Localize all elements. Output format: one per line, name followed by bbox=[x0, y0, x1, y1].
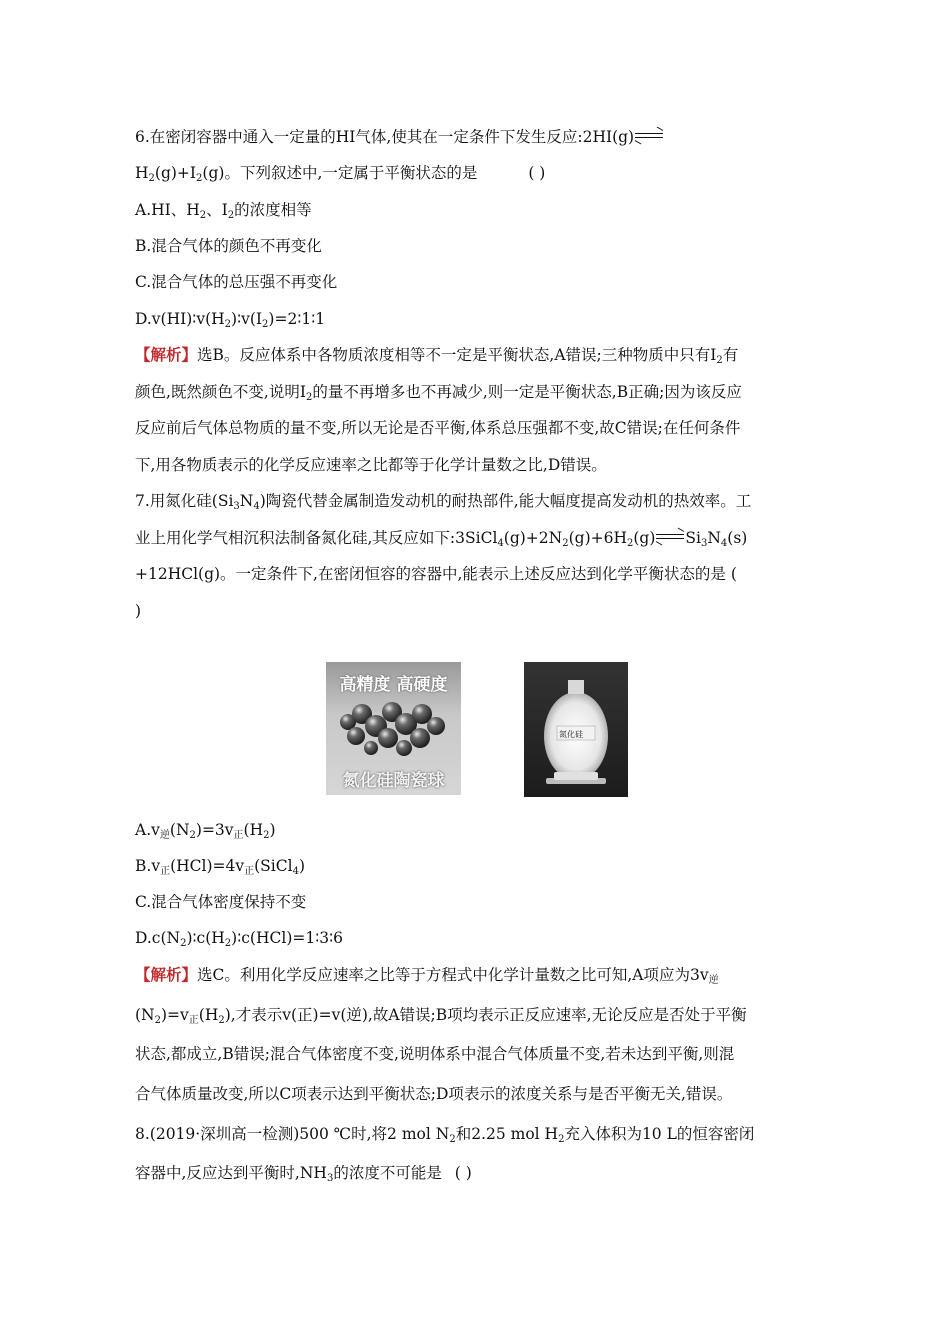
q6-stem-line2 bbox=[135, 163, 545, 183]
subscript: 4 bbox=[497, 538, 504, 549]
text: (g) bbox=[633, 529, 656, 547]
text: 的量不再增多也不再减少,则一定是平衡状态,B正确;因为该反应 bbox=[312, 383, 742, 401]
silicon-nitride-powder-image bbox=[524, 662, 628, 797]
subscript: 逆 bbox=[708, 975, 719, 986]
subscript: 2 bbox=[189, 830, 196, 841]
text: 6.在密闭容器中通入一定量的HI气体,使其在一定条件下发生反应:2HI(g) bbox=[135, 128, 635, 146]
text: (SiCl bbox=[254, 857, 293, 875]
subscript: 4 bbox=[292, 866, 299, 877]
q6-option-b: B.混合气体的颜色不再变化 bbox=[135, 237, 322, 255]
q7-option-a bbox=[135, 820, 276, 840]
text: (g)+I bbox=[154, 164, 197, 182]
answer-blank: ( ) bbox=[528, 164, 546, 182]
subscript: 2 bbox=[154, 1015, 161, 1026]
q7-option-b bbox=[135, 856, 305, 876]
subscript: 3 bbox=[700, 538, 708, 549]
subscript: 2 bbox=[716, 355, 723, 366]
subscript: 3 bbox=[326, 1173, 334, 1184]
text: H bbox=[135, 164, 149, 182]
text: N bbox=[707, 529, 721, 547]
text: (H bbox=[198, 1006, 219, 1024]
subscript: 2 bbox=[196, 173, 203, 184]
text: 的浓度不可能是 bbox=[333, 1164, 442, 1182]
equilibrium-arrow-icon bbox=[635, 131, 663, 141]
text: A.HI、H bbox=[135, 201, 200, 219]
subscript: 正 bbox=[160, 866, 171, 877]
text: 容器中,反应达到平衡时,NH bbox=[135, 1164, 327, 1182]
text: D.c(N bbox=[135, 929, 181, 947]
q7-option-d bbox=[135, 928, 343, 948]
text: (g)。下列叙述中,一定属于平衡状态的是 bbox=[202, 164, 478, 182]
q6-stem-line1 bbox=[135, 127, 664, 147]
image-caption-bottom: 氮化硅陶瓷球 bbox=[342, 771, 445, 791]
text: 充入体积为10 L的恒容密闭 bbox=[564, 1125, 755, 1143]
q7-explanation-line2 bbox=[135, 1005, 747, 1025]
text: )=2∶1∶1 bbox=[268, 310, 326, 328]
text: ),才表示v(正)=v(逆),故A错误;B项均表示正反应速率,无论反应是否处于平衡 bbox=[224, 1006, 747, 1024]
subscript: 4 bbox=[720, 538, 728, 549]
q6-explanation-line2 bbox=[135, 382, 742, 402]
text: (g)+6H bbox=[568, 529, 627, 547]
text: )∶v(I bbox=[231, 310, 263, 328]
q7-explanation-line3: 状态,都成立,B错误;混合气体密度不变,说明体系中混合气体质量不变,若未达到平衡,则混 bbox=[135, 1045, 735, 1063]
text: ) bbox=[269, 821, 276, 839]
q7-stem-line4: ) bbox=[135, 602, 142, 620]
q6-option-a bbox=[135, 200, 312, 220]
subscript: 2 bbox=[562, 538, 569, 549]
subscript: 正 bbox=[188, 1015, 199, 1026]
q7-stem-line1 bbox=[135, 491, 751, 511]
subscript: 2 bbox=[305, 392, 313, 403]
text: 选C。利用化学反应速率之比等于方程式中化学计量数之比可知,A项应为3v bbox=[197, 966, 709, 984]
equilibrium-arrow-icon bbox=[656, 532, 684, 542]
text: )∶c(H bbox=[186, 929, 225, 947]
subscript: 2 bbox=[180, 938, 187, 949]
text: (s) bbox=[727, 529, 748, 547]
text: (N bbox=[169, 821, 190, 839]
subscript: 2 bbox=[227, 210, 235, 221]
text: )=v bbox=[161, 1006, 189, 1024]
text: (H bbox=[243, 821, 264, 839]
image-caption-top: 高精度 高硬度 bbox=[339, 675, 448, 695]
text: N bbox=[239, 492, 254, 510]
q6-explanation-line1 bbox=[135, 345, 738, 365]
q8-stem-line1 bbox=[135, 1124, 754, 1144]
subscript: 3 bbox=[233, 501, 240, 512]
q8-stem-line2 bbox=[135, 1163, 472, 1183]
text: )∶c(HCl)=1∶3∶6 bbox=[231, 929, 344, 947]
text: 8.(2019·深圳高一检测)500 ℃时,将2 mol N bbox=[135, 1125, 450, 1143]
subscript: 2 bbox=[218, 1015, 225, 1026]
q6-explanation-line4: 下,用各物质表示的化学反应速率之比都等于化学计量数之比,D错误。 bbox=[135, 456, 607, 474]
text: B.v bbox=[135, 857, 161, 875]
text: 有 bbox=[722, 346, 739, 364]
text: 颜色,既然颜色不变,说明I bbox=[135, 383, 306, 401]
explanation-tag: 【解析】 bbox=[135, 965, 198, 984]
q7-explanation-line1 bbox=[135, 965, 719, 985]
subscript: 4 bbox=[253, 501, 260, 512]
text: (HCl)=4v bbox=[170, 857, 245, 875]
text: 的浓度相等 bbox=[234, 201, 312, 219]
q7-stem-line2 bbox=[135, 528, 747, 548]
subscript: 2 bbox=[148, 173, 155, 184]
q7-option-c: C.混合气体密度保持不变 bbox=[135, 893, 307, 911]
subscript: 正 bbox=[233, 830, 244, 841]
text: 、I bbox=[206, 201, 228, 219]
text: D.v(HI)∶v(H bbox=[135, 310, 225, 328]
subscript: 2 bbox=[224, 319, 232, 330]
subscript: 2 bbox=[262, 319, 269, 330]
text: A.v bbox=[135, 821, 160, 839]
subscript: 2 bbox=[449, 1134, 456, 1145]
text: 业上用化学气相沉积法制备氮化硅,其反应如下:3SiCl bbox=[135, 529, 498, 547]
subscript: 2 bbox=[558, 1134, 565, 1145]
text: (g)+2N bbox=[503, 529, 563, 547]
text: ) bbox=[298, 857, 306, 875]
text: 7.用氮化硅(Si bbox=[135, 492, 234, 510]
subscript: 2 bbox=[263, 830, 270, 841]
text: Si bbox=[685, 529, 701, 547]
subscript: 2 bbox=[626, 538, 634, 549]
text: )=3v bbox=[195, 821, 234, 839]
explanation-tag: 【解析】 bbox=[135, 345, 198, 364]
q7-stem-line3: +12HCl(g)。一定条件下,在密闭恒容的容器中,能表示上述反应达到化学平衡状态的是 ( bbox=[135, 565, 737, 583]
q6-option-d bbox=[135, 309, 325, 329]
text: 选B。反应体系中各物质浓度相等不一定是平衡状态,A错误;三种物质中只有I bbox=[197, 346, 717, 364]
subscript: 逆 bbox=[159, 830, 170, 841]
subscript: 2 bbox=[224, 938, 232, 949]
subscript: 2 bbox=[199, 210, 207, 221]
text: (N bbox=[135, 1006, 155, 1024]
silicon-nitride-balls-image bbox=[326, 662, 461, 795]
answer-blank: ( ) bbox=[454, 1164, 472, 1182]
q7-explanation-line4: 合气体质量改变,所以C项表示达到平衡状态;D项表示的浓度关系与是否平衡无关,错误。 bbox=[135, 1085, 733, 1103]
q6-option-c: C.混合气体的总压强不再变化 bbox=[135, 273, 338, 291]
subscript: 正 bbox=[244, 866, 255, 877]
text: 和2.25 mol H bbox=[455, 1125, 559, 1143]
flask-label: 氮化硅 bbox=[559, 730, 583, 739]
text: )陶瓷代替金属制造发动机的耐热部件,能大幅度提高发动机的热效率。工 bbox=[259, 492, 752, 510]
q6-explanation-line3: 反应前后气体总物质的量不变,所以无论是否平衡,体系总压强都不变,故C错误;在任何条件 bbox=[135, 419, 741, 437]
